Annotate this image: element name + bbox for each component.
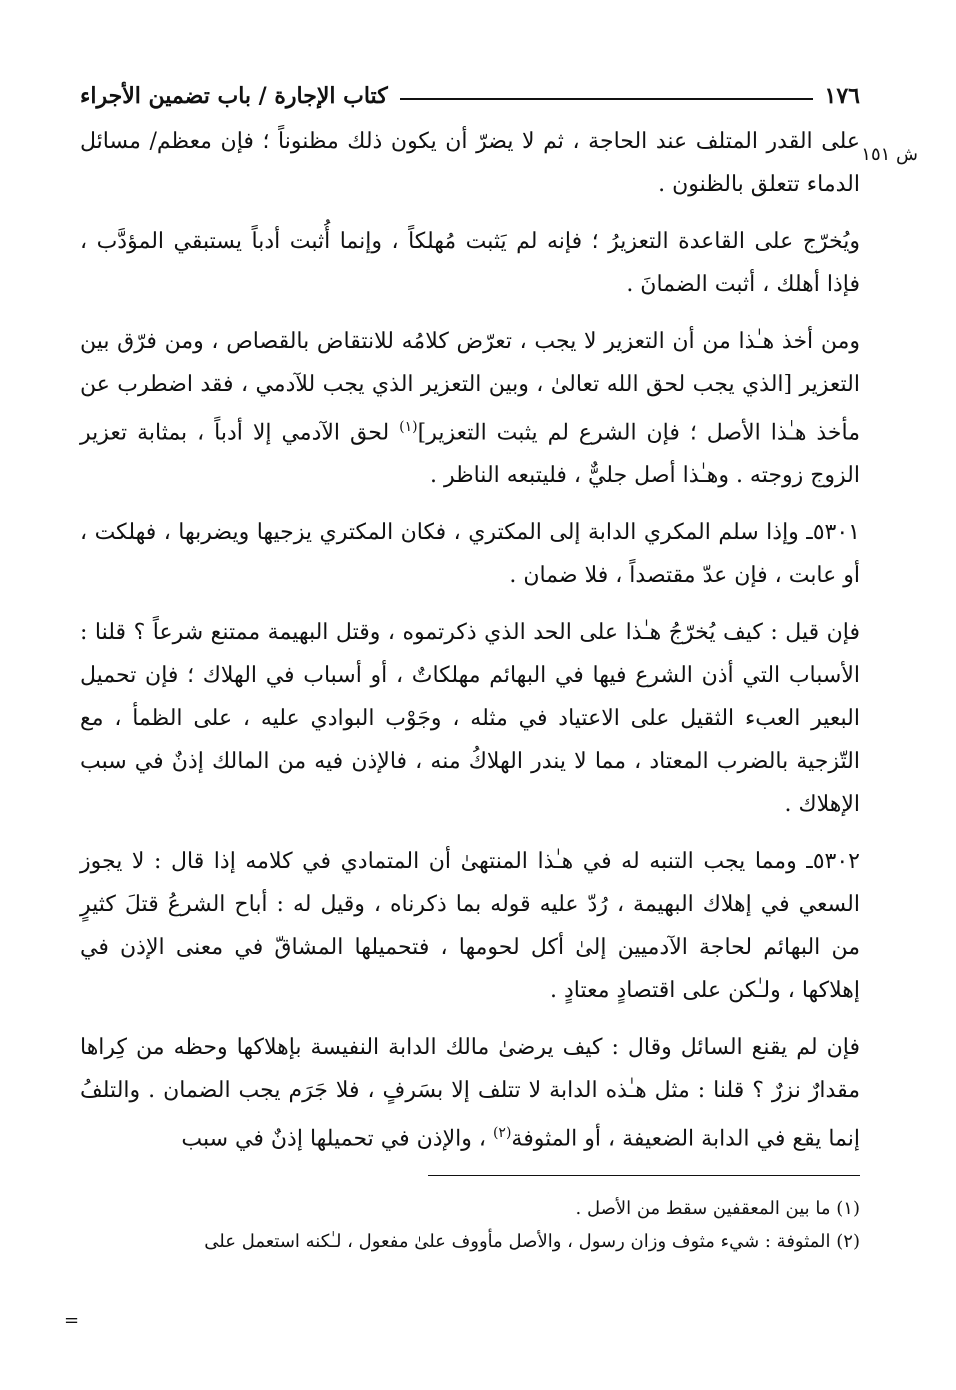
footnote-ref-1: (١) <box>399 419 418 435</box>
continuation-mark: = <box>64 1310 80 1331</box>
footnote-separator <box>428 1175 860 1176</box>
running-title: كتاب الإجارة / باب تضمين الأجراء <box>80 83 388 109</box>
running-header <box>80 76 860 116</box>
paragraph-3-text: ومن أخذ هـٰذا من أن التعزير لا يجب ، تعرّض كلامُه للانتقاض بالقصاص ، ومن فرّق بين التعزير [الذي يجب لحق الله تعالىٰ ، وبين التعزير الذي يجب للآدمي ، فقد اضطرب عن مأخذ هـٰذا الأصل ؛ فإن الشرع لم يثبت التعزير] <box>80 329 860 446</box>
paragraph-7-tail: ، والإذن في تحميلها إذنٌ في سبب <box>181 1126 486 1152</box>
paragraph-7 <box>80 1026 860 1160</box>
main-text <box>80 120 860 1161</box>
paragraph-1: على القدر المتلف عند الحاجة ، ثم لا يضرّ أن يكون ذلك مظنوناً ؛ فإن معظم/ مسائل الدماء تتعلق بالظنون . <box>80 129 860 197</box>
header-rule <box>400 98 813 100</box>
paragraph-7-text: فإن لم يقنع السائل وقال : كيف يرضىٰ مالك الدابة النفيسة بإهلاكها وحظه من كِراها مقدارٌ نزرٌ ؟ قلنا : مثل هـٰذه الدابة لا تتلف إلا بسَرفٍ ، فلا جَرَم يجب الضمان . والتلفُ إنما يقع في الدابة الضعيفة ، أو المثوفة <box>80 1035 860 1152</box>
footnotes <box>80 1192 860 1258</box>
book-page <box>80 76 918 1258</box>
footnote-2: (٢) المثوفة : شيء مثوف وزان رسول ، والأصل مأووف علىٰ مفعول ، لـٰكنه استعمل على <box>204 1230 860 1252</box>
paragraph-5302: ٥٣٠٢ـ ومما يجب التنبه له في هـٰذا المنتهىٰ أن المتمادي في كلامه إذا قال : لا يجوز السعي في إهلاك البهيمة ، رُدّ عليه قوله بما ذكرناه ، وقيل له : أباح الشرعُ قتلَ كثيرٍ من البهائم لحاجة الآدميين إلىٰ أكل لحومها ، فتحميلها المشاقّ في معنى الإذن في إهلاكها ، ولـٰكن على اقتصادٍ معتادٍ . <box>80 849 860 1004</box>
paragraph-3 <box>80 320 860 497</box>
footnote-ref-2: (٢) <box>492 1125 512 1142</box>
paragraph-3-tail: لحق الآدمي إلا أدباً ، بمثابة تعزير الزوج زوجته . وهـٰذا أصل جليٌّ ، فليتبعه الناظر . <box>80 420 860 489</box>
paragraph-objection: فإن قيل : كيف يُخرّجُ هـٰذا على الحد الذي ذكرتموه ، وقتل البهيمة ممتنع شرعاً ؟ قلنا : الأسباب التي أذن الشرع فيها في البهائم مهلكاتٌ ، أو أسباب في الهلاك ؛ فإن تحميل البعير العبء الثقيل على الاعتياد في مثله ، وجَوْب البوادي عليه ، على الظمأ ، مع التّزجية بالضرب المعتاد ، مما لا يندر الهلاكُ منه ، فالإذن فيه من المالك إذنٌ في سبب الإهلاك . <box>80 620 860 818</box>
paragraph-5301: ٥٣٠١ـ وإذا سلم المكري الدابة إلى المكتري ، فكان المكتري يزجيها ويضربها ، فهلكت ، أو عابت ، فإن عدّ مقتصداً ، فلا ضمان . <box>80 520 860 589</box>
footnote-1: (١) ما بين المعقفين سقط من الأصل . <box>575 1197 860 1219</box>
margin-folio-note: ش ١٥١ <box>861 144 918 165</box>
page-number: ١٧٦ <box>824 83 860 109</box>
paragraph-2: ويُخرّج على القاعدة التعزيرُ ؛ فإنه لم يَثبت مُهلكاً ، وإنما أُثبت أدباً يستبقي المؤدَّب ، فإذا أهلك ، أثبت الضمانَ . <box>80 229 860 297</box>
